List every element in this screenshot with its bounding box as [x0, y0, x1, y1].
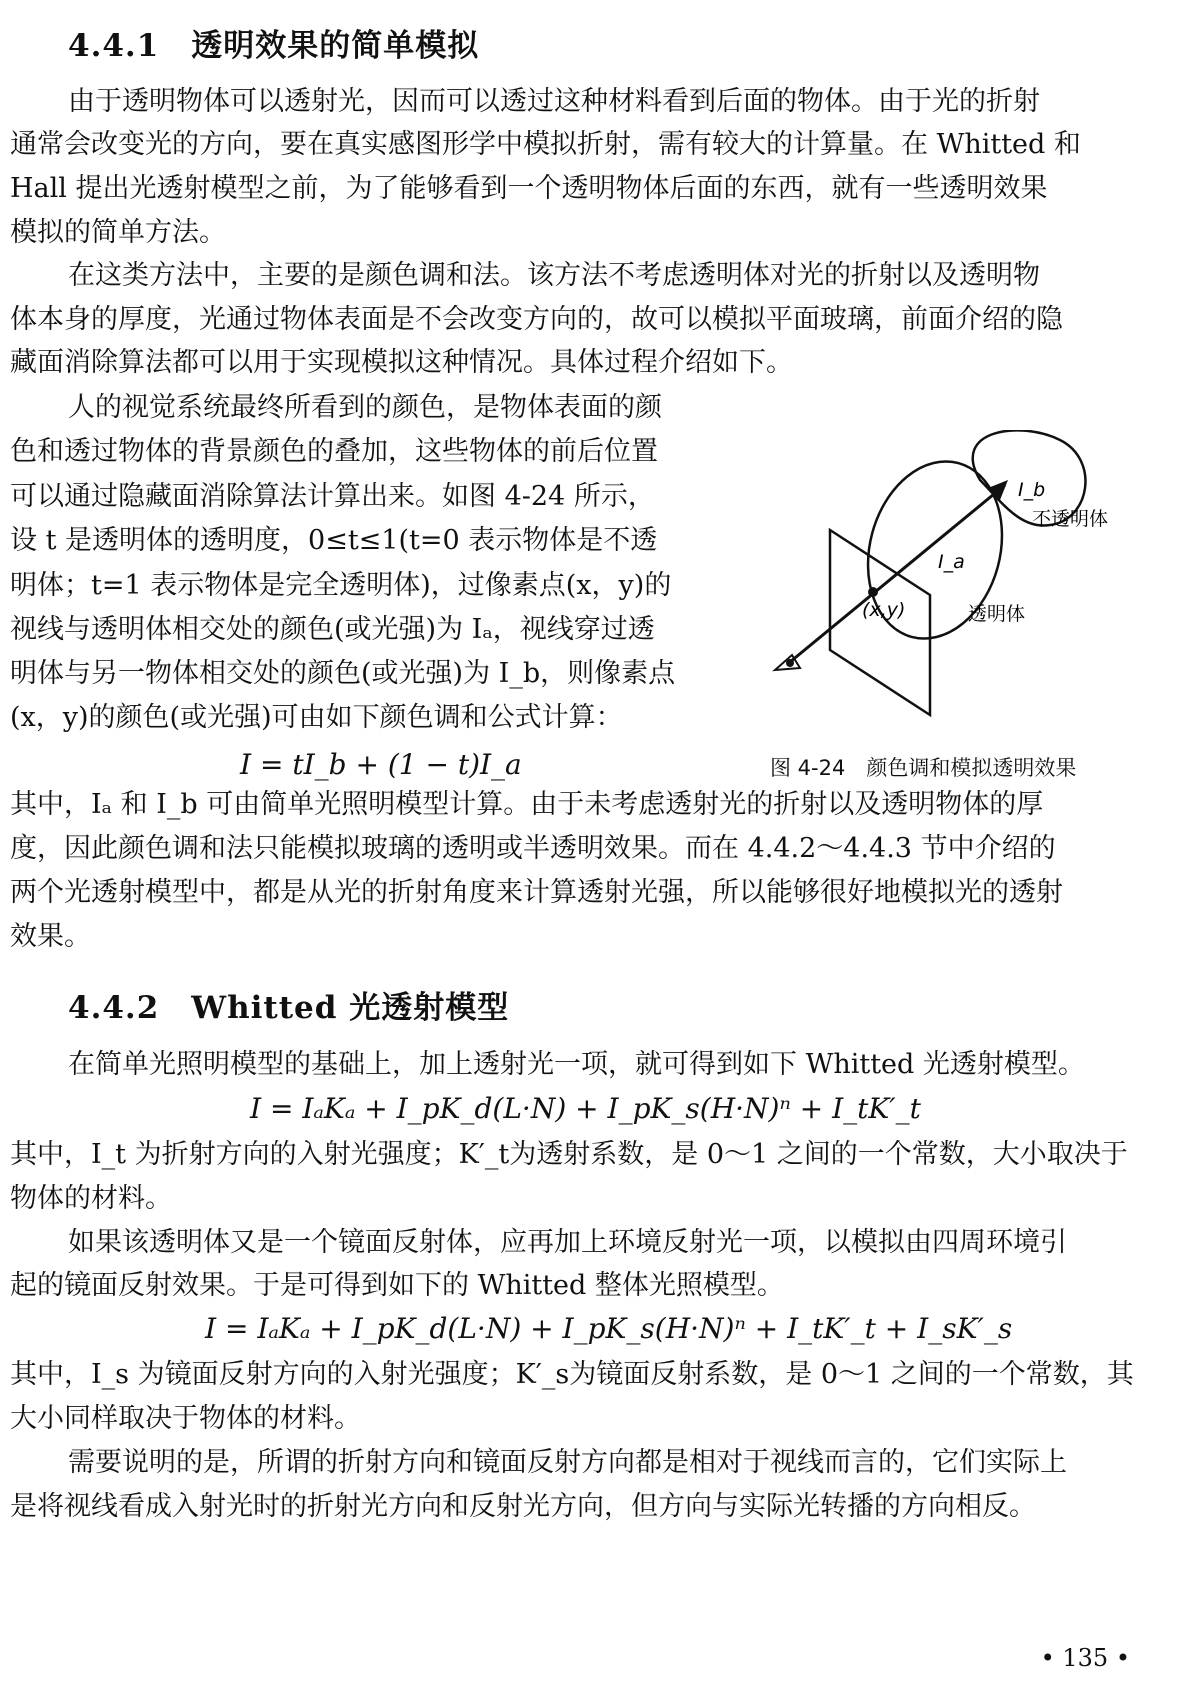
p2-line-3: 藏面消除算法都可以用于实现模拟这种情况。具体过程介绍如下。 — [10, 347, 793, 378]
p3-line-3: 可以通过隐藏面消除算法计算出来。如图 4-24 所示， — [10, 481, 655, 512]
equation-3: I = IₐKₐ + I_pK_d(L·N) + I_pK_s(H·N)ⁿ + I_tK′_t + I_sK′_s — [205, 1312, 1013, 1345]
section-title-4-4-2: 4.4.2 Whitted 光透射模型 — [68, 990, 510, 1026]
p4-line-1: 其中，Iₐ 和 I_b 可由简单光照明模型计算。由于未考虑透射光的折射以及透明物体的厚 — [10, 789, 1044, 820]
p8-line-2: 大小同样取决于物体的材料。 — [10, 1403, 361, 1434]
label-xy: (x,y) — [862, 599, 906, 621]
figure-4-24 — [770, 430, 1170, 730]
p3-line-1: 人的视觉系统最终所看到的颜色，是物体表面的颜 — [68, 392, 662, 423]
label-ia: I_a — [938, 551, 965, 573]
p4-line-3: 两个光透射模型中，都是从光的折射角度来计算透射光强，所以能够很好地模拟光的透射 — [10, 877, 1063, 908]
p9-line-1: 需要说明的是，所谓的折射方向和镜面反射方向都是相对于视线而言的，它们实际上 — [68, 1447, 1067, 1478]
label-opaque: 不透明体 — [1032, 508, 1109, 530]
label-ib: I_b — [1018, 479, 1046, 501]
p6-line-1: 其中，I_t 为折射方向的入射光强度；K′_t为透射系数，是 0～1 之间的一个常数，大小取决于 — [10, 1139, 1128, 1170]
p4-line-2: 度，因此颜色调和法只能模拟玻璃的透明或半透明效果。而在 4.4.2～4.4.3 节中介绍的 — [10, 833, 1056, 864]
p3-line-5: 明体；t=1 表示物体是完全透明体)，过像素点(x，y)的 — [10, 570, 672, 601]
p3-line-6: 视线与透明体相交处的颜色(或光强)为 Iₐ，视线穿过透 — [10, 614, 655, 645]
p3-line-2: 色和透过物体的背景颜色的叠加，这些物体的前后位置 — [10, 436, 658, 467]
p1-line-2: 通常会改变光的方向，要在真实感图形学中模拟折射，需有较大的计算量。在 Whitted 和 — [10, 129, 1081, 160]
p2-line-2: 体本身的厚度，光通过物体表面是不会改变方向的，故可以模拟平面玻璃，前面介绍的隐 — [10, 304, 1063, 335]
p8-line-1: 其中，I_s 为镜面反射方向的入射光强度；K′_s为镜面反射系数，是 0～1 之间的一个常数，其 — [10, 1359, 1134, 1390]
p7-line-2: 起的镜面反射效果。于是可得到如下的 Whitted 整体光照模型。 — [10, 1270, 784, 1301]
p2-line-1: 在这类方法中，主要的是颜色调和法。该方法不考虑透明体对光的折射以及透明物 — [68, 260, 1040, 291]
pixel-point — [868, 587, 878, 597]
p1-line-3: Hall 提出光透射模型之前，为了能够看到一个透明物体后面的东西，就有一些透明效果 — [10, 173, 1048, 204]
label-transparent: 透明体 — [968, 603, 1026, 625]
p4-line-4: 效果。 — [10, 921, 91, 952]
p3-line-7: 明体与另一物体相交处的颜色(或光强)为 I_b，则像素点 — [10, 658, 676, 689]
p1-line-4: 模拟的简单方法。 — [10, 217, 226, 248]
p3-line-8: (x，y)的颜色(或光强)可由如下颜色调和公式计算： — [10, 702, 623, 733]
p5-line-1: 在简单光照明模型的基础上，加上透射光一项，就可得到如下 Whitted 光透射模型。 — [68, 1049, 1085, 1080]
p3-line-4: 设 t 是透明体的透明度，0≤t≤1(t=0 表示物体是不透 — [10, 525, 658, 556]
equation-1: I = tI_b + (1 − t)I_a — [240, 748, 522, 781]
p6-line-2: 物体的材料。 — [10, 1183, 172, 1214]
sight-line — [790, 485, 1005, 662]
page-number: • 135 • — [1040, 1644, 1130, 1672]
section-title-4-4-1: 4.4.1 透明效果的简单模拟 — [68, 28, 480, 64]
equation-2: I = IₐKₐ + I_pK_d(L·N) + I_pK_s(H·N)ⁿ + I_tK′_t — [250, 1092, 921, 1125]
figure-caption: 图 4-24 颜色调和模拟透明效果 — [770, 756, 1077, 780]
p7-line-1: 如果该透明体又是一个镜面反射体，应再加上环境反射光一项，以模拟由四周环境引 — [68, 1227, 1067, 1258]
eye-dot — [786, 659, 794, 667]
p9-line-2: 是将视线看成入射光时的折射光方向和反射光方向，但方向与实际光转播的方向相反。 — [10, 1491, 1036, 1522]
p1-line-1: 由于透明物体可以透射光，因而可以透过这种材料看到后面的物体。由于光的折射 — [68, 86, 1040, 117]
